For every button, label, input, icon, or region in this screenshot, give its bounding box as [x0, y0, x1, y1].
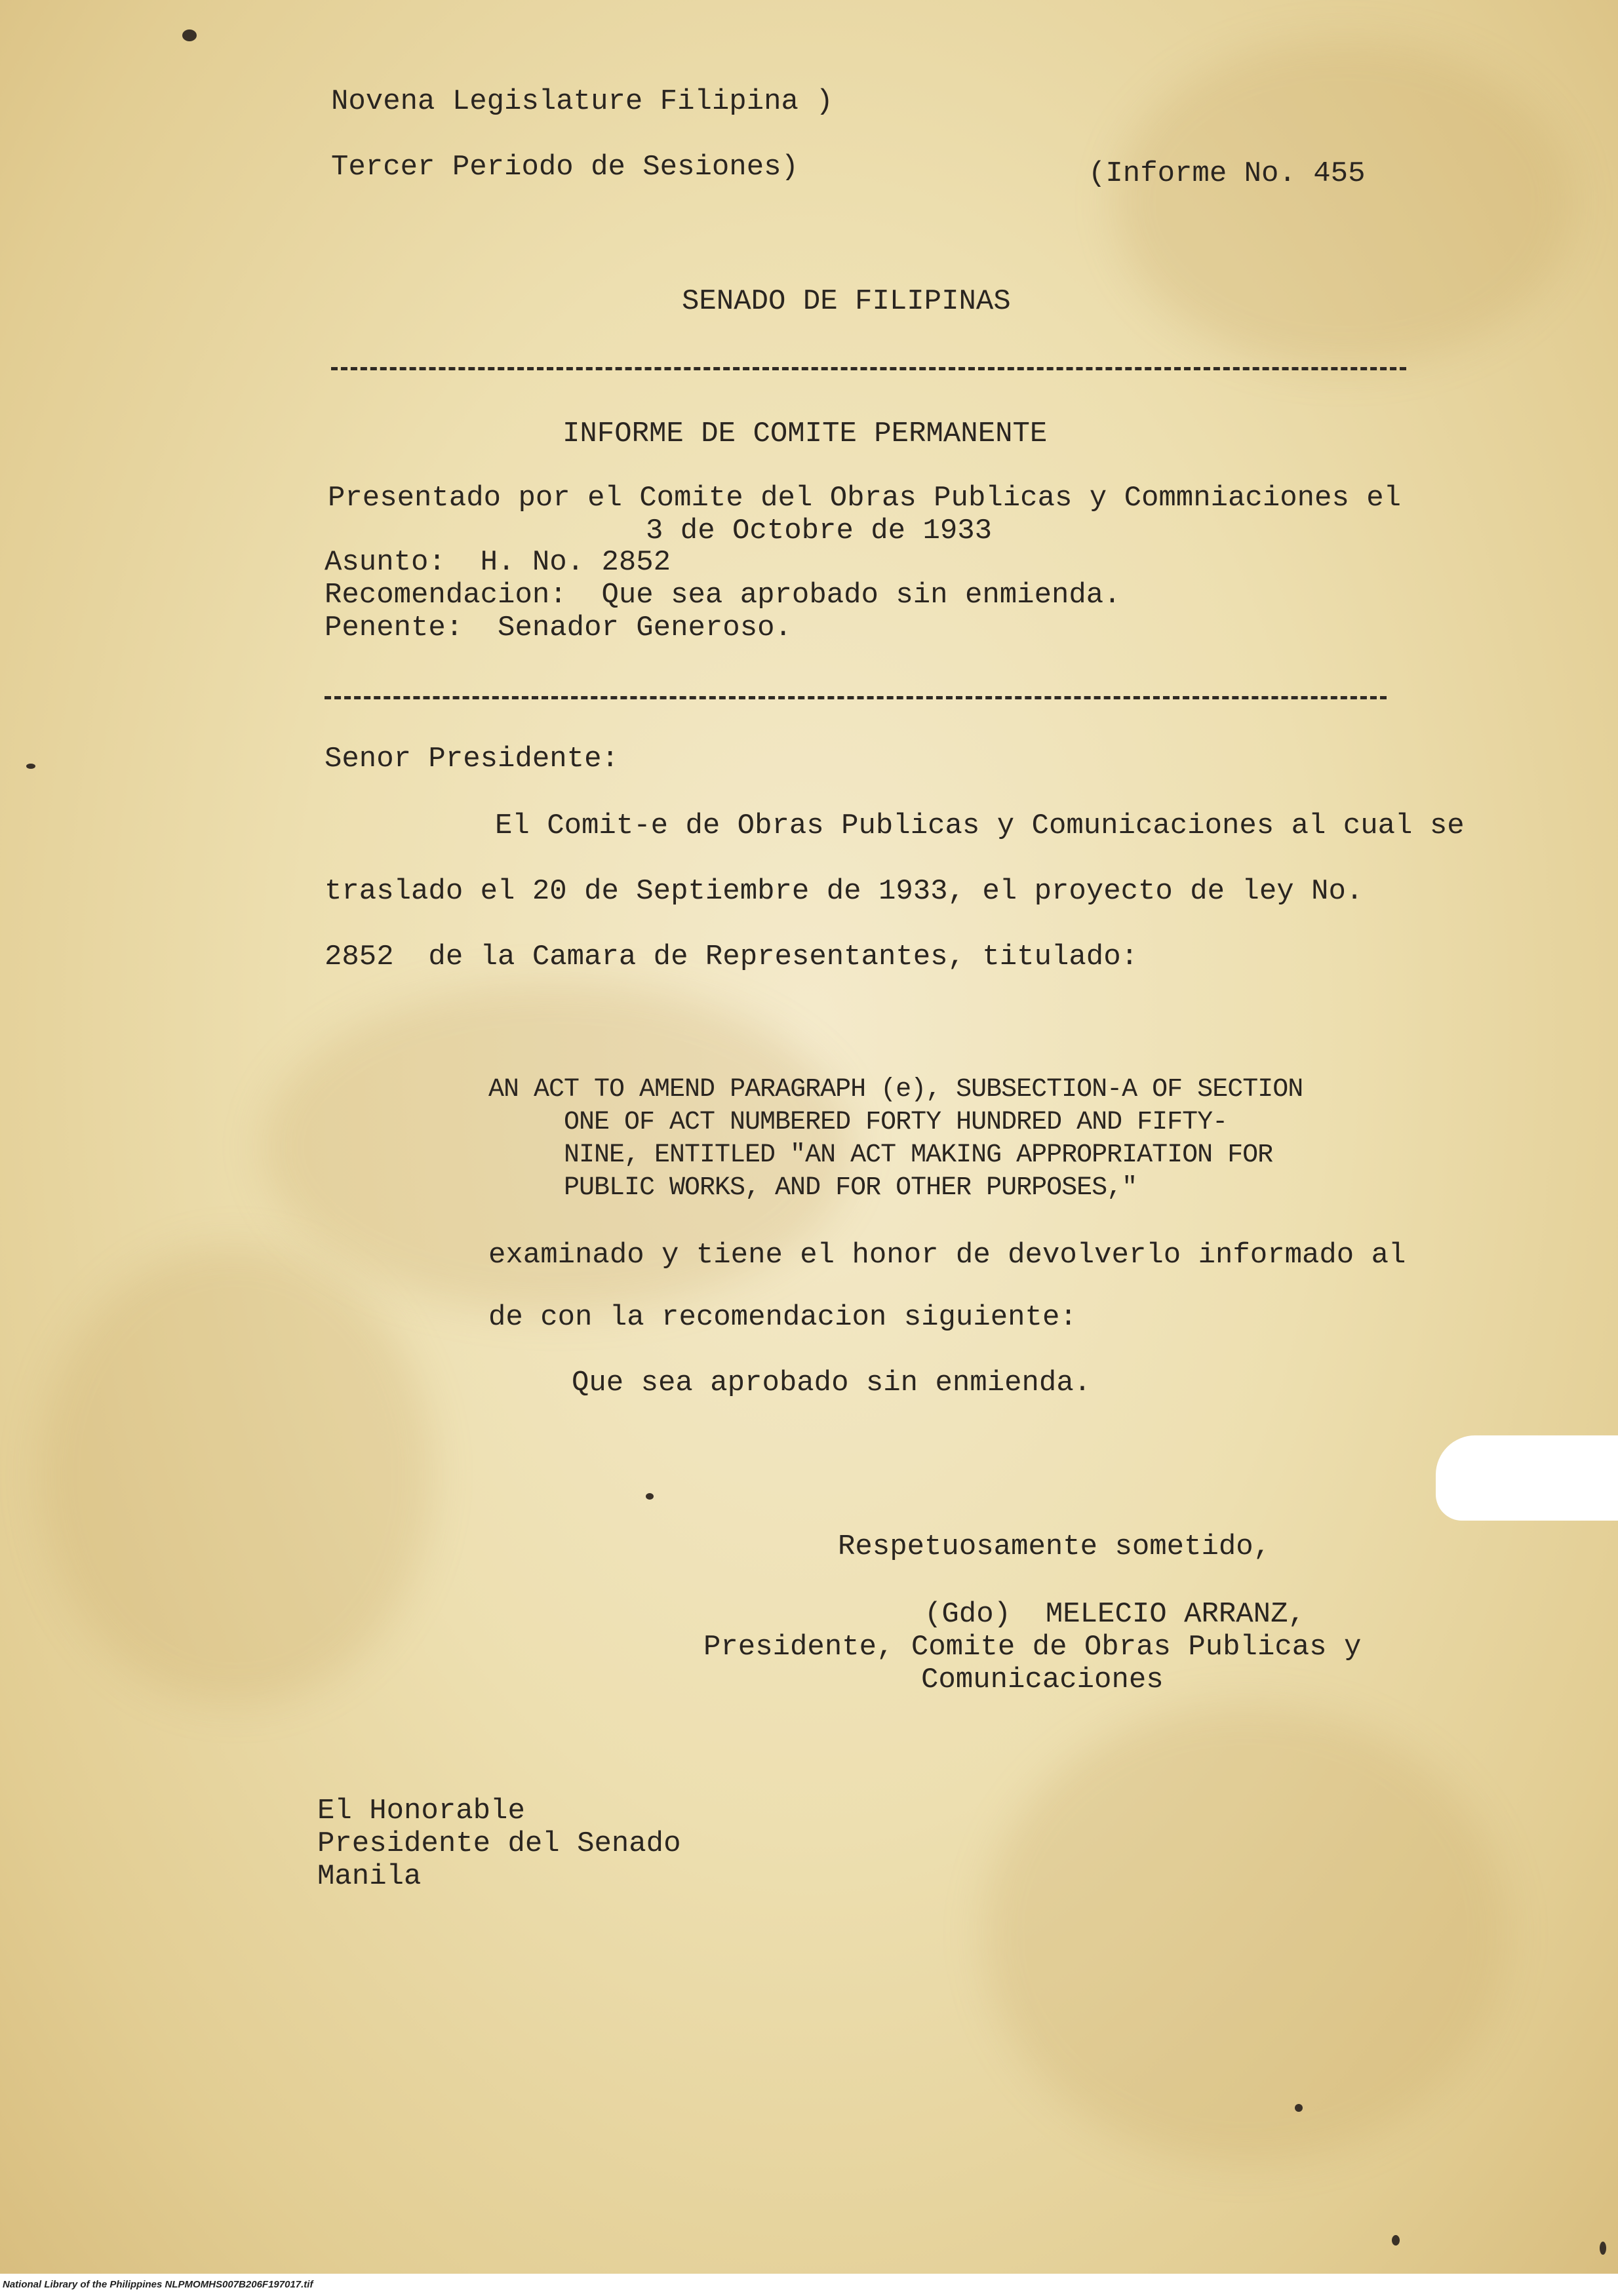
position-line-1: Presidente, Comite de Obras Publicas y	[703, 1631, 1362, 1664]
separator-line	[331, 367, 1406, 370]
paper-stain	[39, 1245, 433, 1704]
paragraph-line-2: traslado el 20 de Septiembre de 1933, el proyecto de ley No.	[325, 875, 1364, 908]
torn-paper-patch	[1436, 1435, 1618, 1521]
signed-name: (Gdo) MELECIO ARRANZ,	[924, 1598, 1305, 1631]
senate-title: SENADO DE FILIPINAS	[682, 285, 1011, 318]
archive-stamp: National Library of the Philippines NLPMOMHS007B206F197017.tif	[0, 2274, 1618, 2296]
act-title-line-3: NINE, ENTITLED "AN ACT MAKING APPROPRIATION FOR	[564, 1140, 1273, 1170]
paragraph-line-3: 2852 de la Camara de Representantes, titulado:	[325, 941, 1139, 973]
salutation: Senor Presidente:	[325, 743, 619, 775]
legislature-line: Novena Legislature Filipina )	[331, 85, 833, 118]
closing-line-2: de con la recomendacion siguiente:	[488, 1301, 1077, 1334]
closing-phrase: Respetuosamente sometido,	[838, 1530, 1271, 1563]
recommendation-text: Que sea aprobado sin enmienda.	[572, 1367, 1092, 1399]
paper-speck	[1600, 2242, 1606, 2255]
paper-speck	[1392, 2235, 1400, 2246]
paper-speck	[182, 29, 197, 41]
presented-line-2: 3 de Octobre de 1933	[646, 515, 993, 547]
paper-speck	[646, 1493, 654, 1500]
recommendation-line: Recomendacion: Que sea aprobado sin enmienda.	[325, 579, 1121, 612]
report-number: (Informe No. 455	[1088, 157, 1366, 190]
sponsor-line: Penente: Senador Generoso.	[325, 612, 792, 644]
session-line: Tercer Periodo de Sesiones)	[331, 151, 799, 184]
paper-speck	[26, 764, 35, 769]
separator-line	[325, 696, 1387, 699]
report-type-title: INFORME DE COMITE PERMANENTE	[562, 418, 1048, 450]
act-title-line-2: ONE OF ACT NUMBERED FORTY HUNDRED AND FIFTY-	[564, 1108, 1228, 1137]
presented-line-1: Presentado por el Comite del Obras Publicas y Commniaciones el	[328, 482, 1402, 515]
addressee-line-2: Presidente del Senado	[317, 1827, 681, 1860]
paper-stain	[983, 1704, 1508, 2163]
act-title-line-4: PUBLIC WORKS, AND FOR OTHER PURPOSES,"	[564, 1173, 1137, 1203]
paper-speck	[1295, 2104, 1303, 2112]
subject-line: Asunto: H. No. 2852	[325, 546, 671, 579]
paper-stain	[1115, 39, 1573, 367]
addressee-line-1: El Honorable	[317, 1795, 525, 1827]
paragraph-line-1: El Comit-e de Obras Publicas y Comunicaciones al cual se	[495, 809, 1465, 842]
addressee-line-3: Manila	[317, 1860, 422, 1893]
closing-line-1: examinado y tiene el honor de devolverlo informado al	[488, 1239, 1406, 1272]
position-line-2: Comunicaciones	[921, 1664, 1164, 1696]
act-title-line-1: AN ACT TO AMEND PARAGRAPH (e), SUBSECTION-A OF SECTION	[488, 1075, 1303, 1104]
